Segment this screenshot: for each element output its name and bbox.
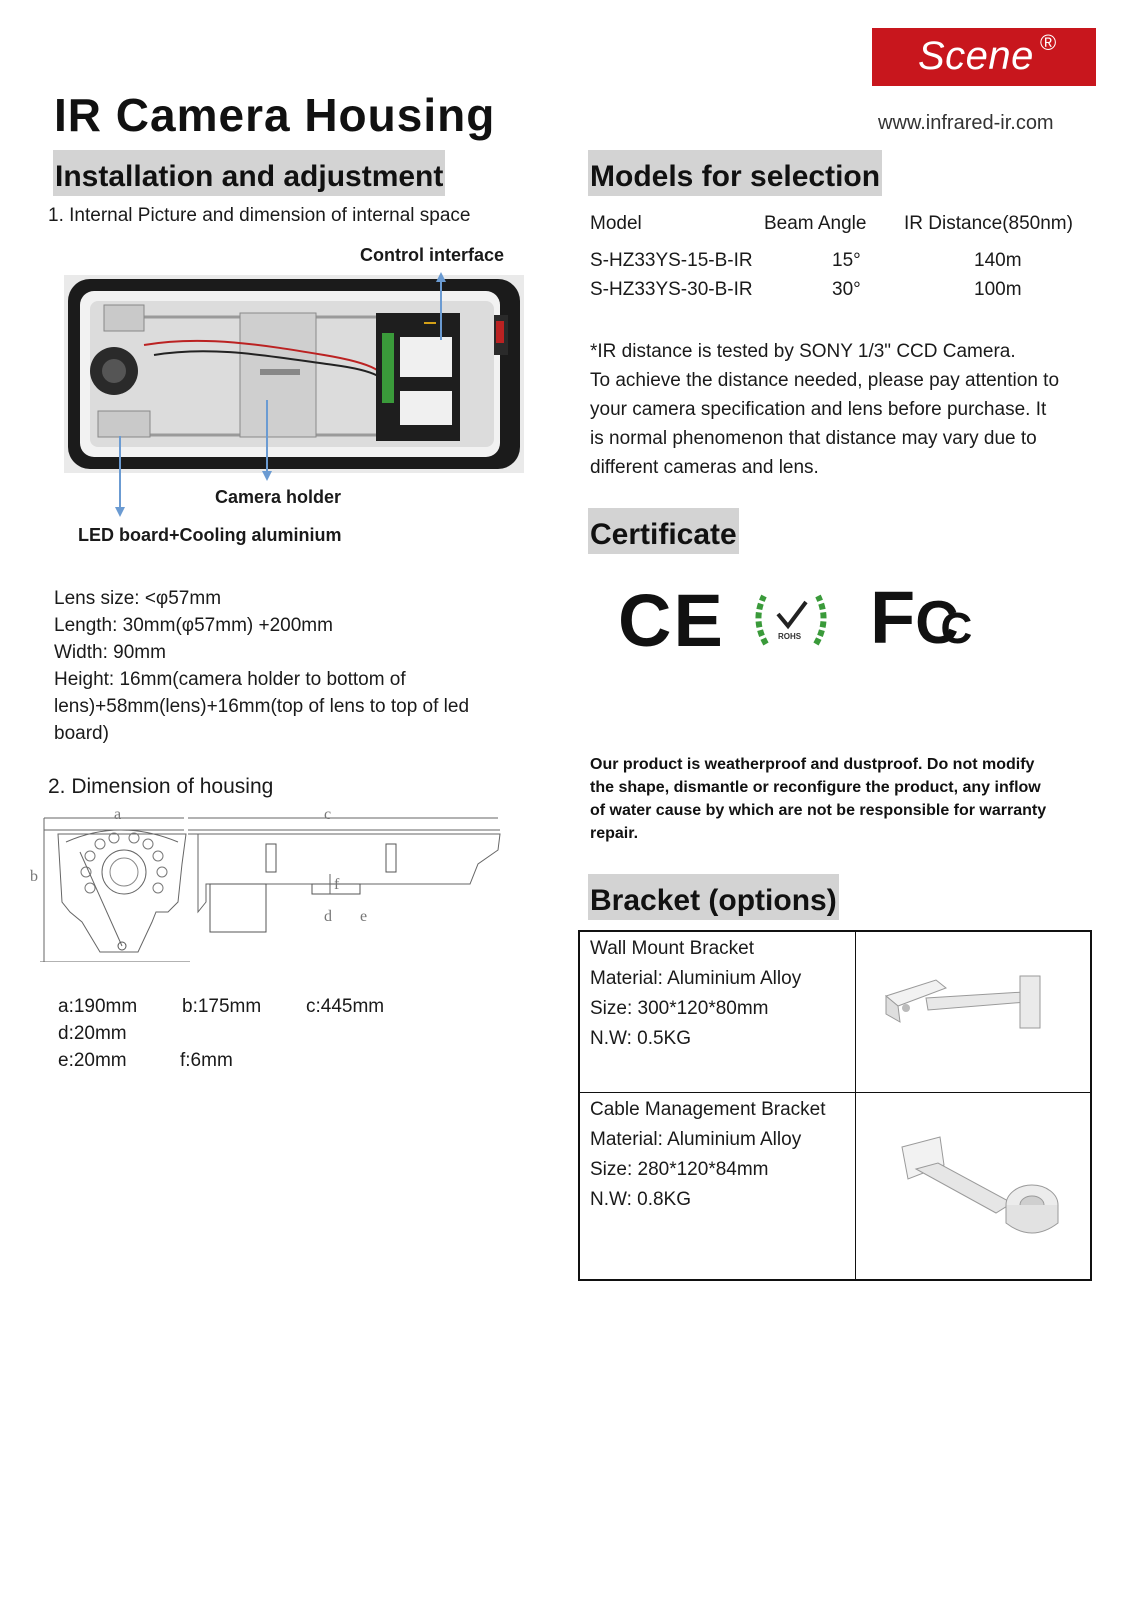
model-row-1-distance: 140m <box>974 250 1022 271</box>
bracket-1-name: Wall Mount Bracket <box>590 938 755 959</box>
diagram-label-b: b <box>30 868 38 885</box>
note-line-5: different cameras and lens. <box>590 457 819 478</box>
dim-c: c:445mm <box>306 996 385 1017</box>
dim-d: d:20mm <box>58 1023 127 1044</box>
diagram-label-c: c <box>324 806 332 823</box>
model-row-2-name: S-HZ33YS-30-B-IR <box>590 279 753 300</box>
bracket-row-cable-management <box>580 1092 1090 1279</box>
fcc-logo-icon <box>870 576 973 667</box>
fcc-letter-c: C <box>915 589 941 656</box>
model-row-2-distance: 100m <box>974 279 1022 300</box>
fcc-letter-f: F <box>870 576 916 659</box>
diagram-label-e: e <box>360 908 368 925</box>
callout-led-board: LED board+Cooling aluminium <box>78 525 342 545</box>
note-line-4: is normal phenomenon that distance may vary due to <box>590 428 1037 449</box>
bracket-1-weight: N.W: 0.5KG <box>590 1028 692 1049</box>
models-col-model: Model <box>590 213 642 234</box>
spec-height-line3: board) <box>54 723 109 744</box>
rohs-label: ROHS <box>778 632 802 641</box>
section-heading-models: Models for selection <box>588 150 882 196</box>
website-url[interactable]: www.infrared-ir.com <box>878 112 1054 134</box>
brand-name: Scene <box>918 34 1034 78</box>
callout-control-interface: Control interface <box>360 245 505 265</box>
install-item-1: 1. Internal Picture and dimension of internal space <box>48 205 471 226</box>
warranty-notice <box>590 753 1046 845</box>
registered-mark: ® <box>1040 30 1057 55</box>
diagram-label-a: a <box>114 806 122 823</box>
note-line-1: *IR distance is tested by SONY 1/3" CCD Camera. <box>590 341 1016 362</box>
callout-camera-holder: Camera holder <box>215 487 342 507</box>
models-col-beam: Beam Angle <box>764 213 867 234</box>
install-item-2: 2. Dimension of housing <box>48 775 274 798</box>
note-line-2: To achieve the distance needed, please pay attention to <box>590 370 1060 391</box>
spec-length: Length: 30mm(φ57mm) +200mm <box>54 615 333 636</box>
dim-e: e:20mm <box>58 1050 127 1071</box>
bracket-1-material: Material: Aluminium Alloy <box>590 968 802 989</box>
warranty-line-4: repair. <box>590 825 639 842</box>
warranty-line-1: Our product is weatherproof and dustproof. Do not modify <box>590 756 1035 773</box>
warranty-line-3: of water cause by which are not be responsible for warranty <box>590 802 1047 819</box>
cable-management-bracket-image <box>856 1093 1086 1279</box>
spec-height-line2: lens)+58mm(lens)+16mm(top of lens to top of led <box>54 696 470 717</box>
spec-height-line1: Height: 16mm(camera holder to bottom of <box>54 669 406 690</box>
bracket-1-size: Size: 300*120*80mm <box>590 998 769 1019</box>
section-heading-installation: Installation and adjustment <box>53 150 445 196</box>
bracket-2-weight: N.W: 0.8KG <box>590 1189 692 1210</box>
note-line-3: your camera specification and lens before purchase. It <box>590 399 1047 420</box>
rohs-logo-icon <box>752 584 830 654</box>
bracket-table <box>578 930 1092 1281</box>
bracket-2-material: Material: Aluminium Alloy <box>590 1129 802 1150</box>
dim-a: a:190mm <box>58 996 138 1017</box>
dim-b: b:175mm <box>182 996 262 1017</box>
spec-width: Width: 90mm <box>54 642 166 663</box>
section-heading-certificate: Certificate <box>588 508 739 554</box>
housing-dimension-drawing <box>30 812 520 962</box>
ir-distance-note <box>590 337 1059 482</box>
wall-mount-bracket-image <box>856 932 1086 1092</box>
model-row-1-angle: 15° <box>832 250 861 271</box>
diagram-label-f: f <box>334 876 340 893</box>
housing-interior-photo <box>64 275 524 473</box>
spec-lens-size: Lens size: <φ57mm <box>54 588 222 609</box>
models-col-distance: IR Distance(850nm) <box>904 213 1073 234</box>
diagram-label-d: d <box>324 908 332 925</box>
model-row-1-name: S-HZ33YS-15-B-IR <box>590 250 753 271</box>
dim-f: f:6mm <box>180 1050 233 1071</box>
brand-logo <box>872 28 1096 86</box>
section-heading-bracket: Bracket (options) <box>588 874 839 920</box>
page-title: IR Camera Housing <box>54 89 496 141</box>
ce-logo-icon: CE <box>618 579 725 662</box>
bracket-row-wall-mount <box>580 932 1090 1092</box>
bracket-2-name: Cable Management Bracket <box>590 1099 826 1120</box>
model-row-2-angle: 30° <box>832 279 861 300</box>
internal-dimensions-list <box>54 585 469 747</box>
fcc-letter-c-inner: C <box>940 604 973 653</box>
bracket-2-size: Size: 280*120*84mm <box>590 1159 769 1180</box>
warranty-line-2: the shape, dismantle or reconfigure the product, any inflow <box>590 779 1041 796</box>
